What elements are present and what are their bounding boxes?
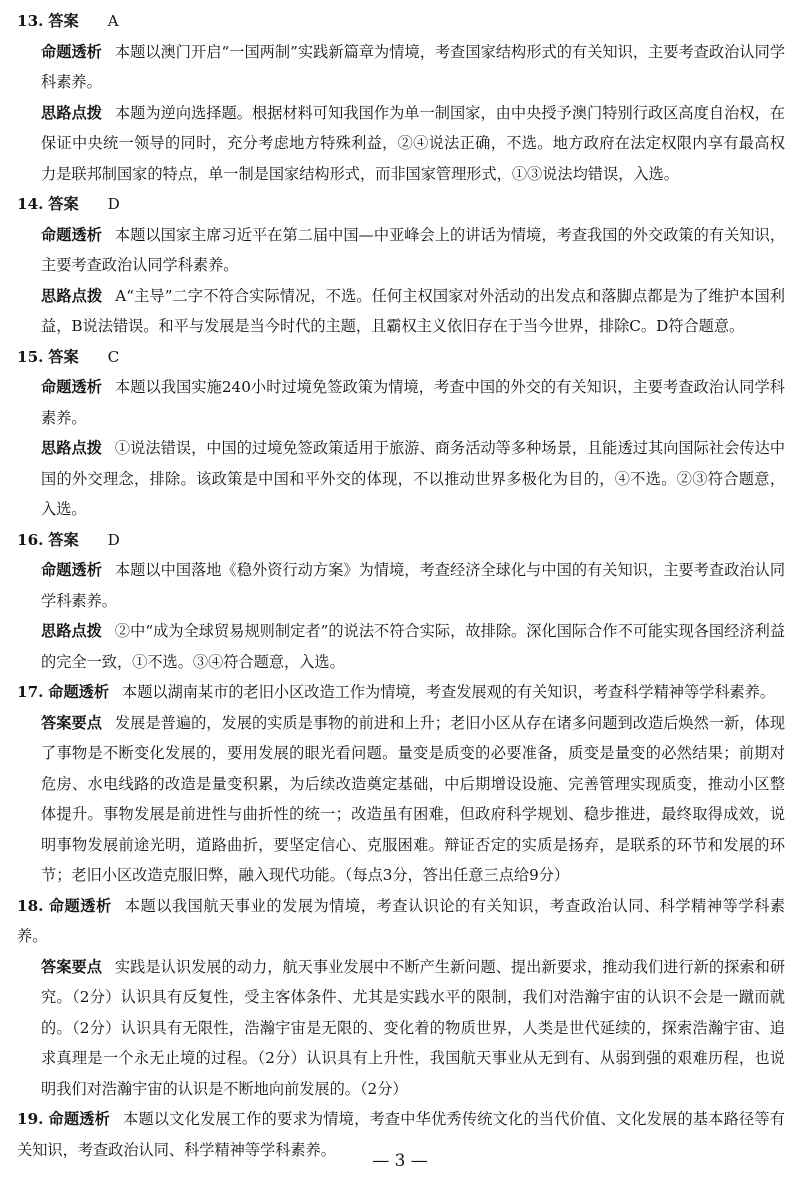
answer-label: 答案	[48, 347, 79, 366]
question-number: 17.	[17, 683, 44, 701]
analysis-label: 命题透析	[41, 378, 103, 396]
tip-label: 思路点拨	[41, 439, 102, 457]
answer-value: D	[107, 530, 120, 549]
analysis-text: 本题以国家主席习近平在第二届中国—中亚峰会上的讲话为情境，考查我国的外交政策的有关知识，主要考查政治认同学科素养。	[41, 225, 786, 274]
answer-value: C	[107, 347, 120, 366]
analysis-text: 本题以文化发展工作的要求为情境，考查中华优秀传统文化的当代价值、文化发展的基本路径等有关知识，考查政治认同、科学精神等学科素养。	[17, 1110, 786, 1159]
question-16	[17, 525, 785, 678]
analysis-label: 命题透析	[48, 1110, 111, 1128]
key-points-label: 答案要点	[41, 713, 102, 732]
analysis-text: 本题以中国落地《稳外资行动方案》为情境，考查经济全球化与中国的有关知识，主要考查政治认同学科素养。	[41, 561, 786, 610]
answer-label: 答案	[48, 530, 79, 549]
question-14	[17, 189, 785, 342]
tip-text: ①说法错误，中国的过境免签政策适用于旅游、商务活动等多种场景，且能透过其向国际社会传达中国的外交理念，排除。该政策是中国和平外交的体现，不以推动世界多极化为目的，④不选。②③符合题意，入选。	[41, 439, 786, 518]
analysis-label: 命题透析	[41, 225, 102, 244]
tip-text: A“主导”二字不符合实际情况，不选。任何主权国家对外活动的出发点和落脚点都是为了维护本国利益，B说法错误。和平与发展是当今时代的主题，且霸权主义依旧存在于当今世界，排除C。D符合题意。	[41, 286, 785, 335]
page-number: — 3 —	[372, 1151, 428, 1171]
analysis-text: 本题以澳门开启“一国两制”实践新篇章为情境，考查国家结构形式的有关知识，主要考查政治认同学科素养。	[41, 42, 785, 91]
key-points-text: 发展是普遍的，发展的实质是事物的前进和上升；老旧小区从存在诸多问题到改造后焕然一新，体现了事物是不断变化发展的，要用发展的眼光看问题。量变是质变的必要准备，质变是量变的必然结果；前期对危房、水电线路的改造是量变积累，为后续改造奠定基础，中后期增设设施、完善管理实现质变，推动小区整体提升。事物发展是前进性与曲折性的统一；改造虽有困难，但政府科学规划、稳步推进，最终取得成效，说明事物发展前途光明，道路曲折，要坚定信心、克服困难。辩证否定的实质是扬弃，是联系的环节和发展的环节；老旧小区改造克服旧弊，融入现代功能。（每点3分，答出任意三点给9分）	[41, 713, 786, 884]
analysis-label: 命题透析	[41, 42, 102, 61]
question-15	[17, 342, 785, 525]
question-number: 14.	[17, 195, 44, 213]
answer-value: D	[107, 195, 120, 213]
tip-text: ②中“成为全球贸易规则制定者”的说法不符合实际，故排除。深化国际合作不可能实现各国经济利益的完全一致，①不选。③④符合题意，入选。	[41, 622, 785, 671]
key-points-label: 答案要点	[41, 957, 102, 976]
analysis-label: 命题透析	[41, 561, 102, 579]
question-18	[17, 891, 785, 1105]
answer-value: A	[107, 12, 119, 30]
answer-label: 答案	[48, 12, 79, 30]
key-points-text: 实践是认识发展的动力，航天事业发展中不断产生新问题、提出新要求，推动我们进行新的探索和研究。（2分）认识具有反复性，受主客体条件、尤其是实践水平的限制，我们对浩瀚宇宙的认识不会是一蹴而就的。（2分）认识具有无限性，浩瀚宇宙是无限的、变化着的物质世界，人类是世代延续的，探索浩瀚宇宙、追求真理是一个永无止境的过程。（2分）认识具有上升性，我国航天事业从无到有、从弱到强的艰难历程，也说明我们对浩瀚宇宙的认识是不断地向前发展的。（2分）	[41, 957, 786, 1098]
question-17	[17, 677, 785, 891]
analysis-text: 本题以我国航天事业的发展为情境，考查认识论的有关知识，考查政治认同、科学精神等学科素养。	[17, 896, 786, 945]
analysis-label: 命题透析	[48, 683, 110, 701]
tip-label: 思路点拨	[41, 622, 102, 640]
analysis-text: 本题以湖南某市的老旧小区改造工作为情境，考查发展观的有关知识，考查科学精神等学科素养。	[122, 683, 776, 701]
question-13	[17, 6, 785, 189]
question-number: 18.	[17, 896, 44, 915]
question-number: 13.	[17, 12, 44, 30]
question-number: 19.	[17, 1110, 44, 1128]
question-number: 16.	[17, 530, 44, 549]
analysis-text: 本题以我国实施240小时过境免签政策为情境，考查中国的外交的有关知识，主要考查政治认同学科素养。	[41, 378, 785, 427]
tip-label: 思路点拨	[41, 286, 103, 305]
tip-text: 本题为逆向选择题。根据材料可知我国作为单一制国家，由中央授予澳门特别行政区高度自治权，在保证中央统一领导的同时，充分考虑地方特殊利益，②④说法正确，不选。地方政府在法定权限内享有最高权力是联邦制国家的特点，单一制是国家结构形式，而非国家管理形式，①③说法均错误，入选。	[41, 103, 786, 183]
answer-label: 答案	[48, 195, 79, 213]
tip-label: 思路点拨	[41, 103, 102, 122]
answer-key-page	[17, 6, 785, 1165]
analysis-label: 命题透析	[48, 896, 112, 915]
question-number: 15.	[17, 347, 44, 366]
